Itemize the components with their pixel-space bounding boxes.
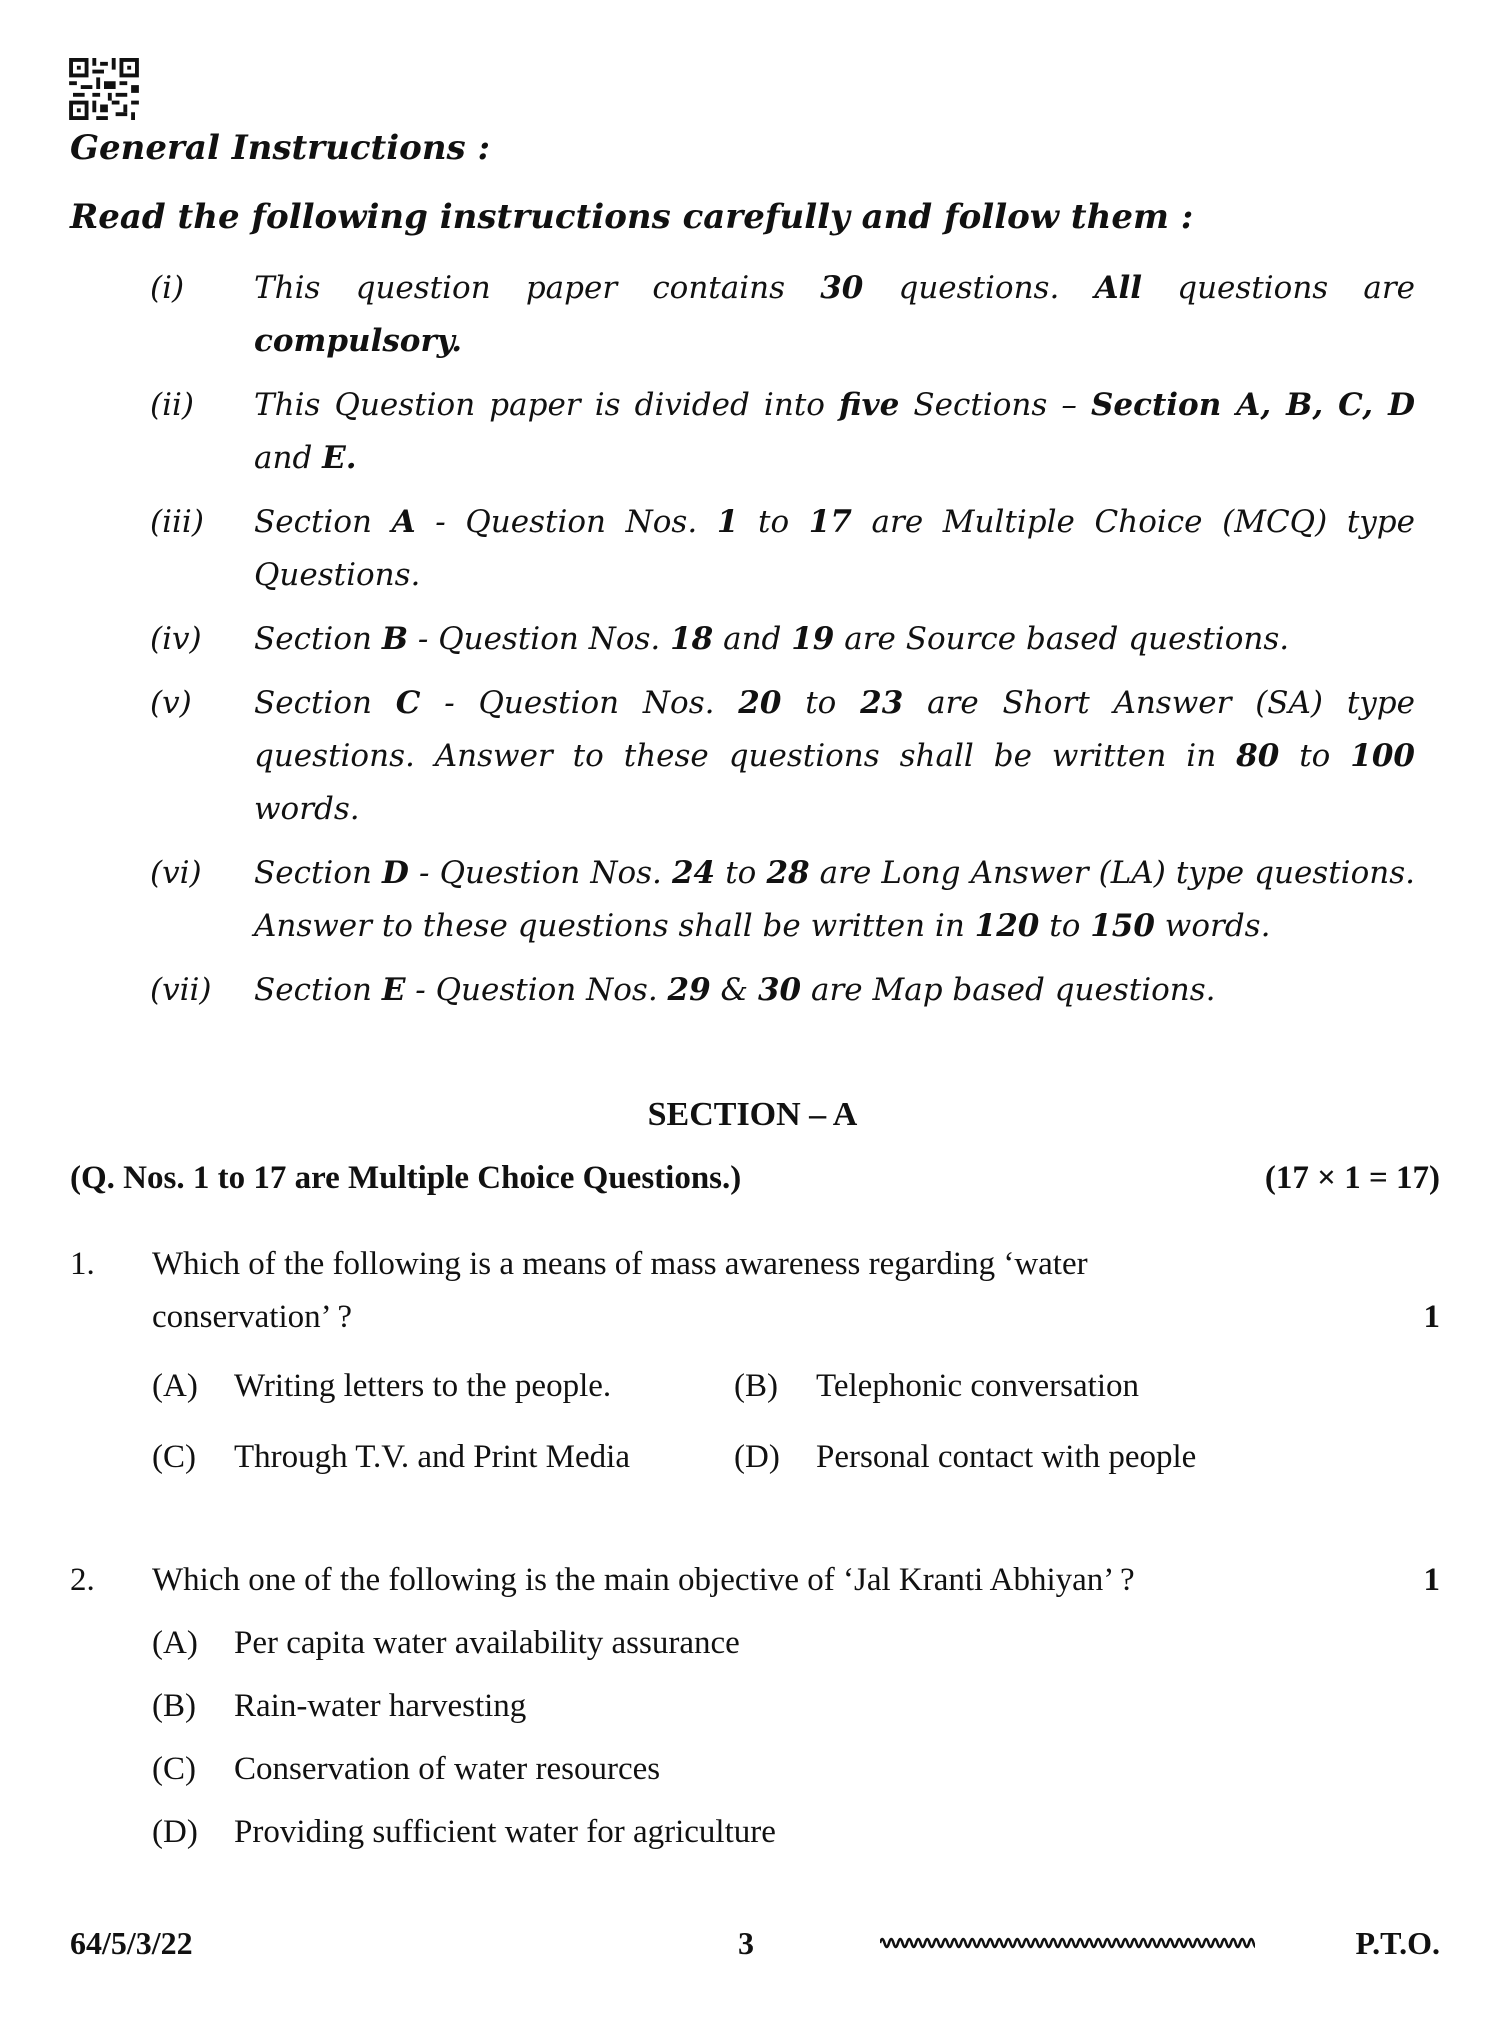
instruction-text-run: are Short Answer (SA) type questions. Answer to these questions shall be written in <box>254 685 1415 774</box>
instruction-text-bold: A <box>391 504 416 540</box>
option-text: Personal contact with people <box>816 1439 1197 1475</box>
instruction-text-bold: B <box>381 621 409 657</box>
page-footer <box>0 1925 1505 1975</box>
option <box>152 1806 1440 1859</box>
instruction-text-bold: 17 <box>808 504 852 540</box>
option <box>152 1743 1440 1796</box>
option-text: Rain-water harvesting <box>234 1688 527 1724</box>
question-number: 2. <box>70 1562 95 1598</box>
option-label: (B) <box>152 1688 196 1724</box>
question-2 <box>70 1554 1440 1869</box>
qr-code-icon <box>68 58 140 120</box>
instruction-text-run: Sections – <box>899 387 1091 423</box>
section-marks: (17 × 1 = 17) <box>1264 1160 1440 1196</box>
question-mark: 1 <box>1423 1562 1440 1598</box>
instruction-item <box>150 613 1415 666</box>
instruction-text-run: words. <box>254 791 360 827</box>
instruction-text-run: - Question Nos. <box>420 685 739 721</box>
instruction-text <box>254 847 1415 953</box>
instruction-text-bold: All <box>1094 270 1143 306</box>
instruction-text-bold: five <box>839 387 900 423</box>
instruction-text <box>254 613 1415 666</box>
page-number: 3 <box>738 1925 754 1961</box>
option-text: Writing letters to the people. <box>234 1368 612 1404</box>
instruction-text-run: are Source based questions. <box>834 621 1290 657</box>
instruction-text-bold: 28 <box>766 855 810 891</box>
instruction-text-bold: D <box>382 855 409 891</box>
instruction-text-bold: Section A, B, C, D <box>1090 387 1416 423</box>
option <box>152 1680 1440 1733</box>
instruction-item <box>150 677 1415 836</box>
instruction-text-run: This question paper contains <box>254 270 821 306</box>
question-text <box>152 1238 1440 1344</box>
instruction-text-bold: 150 <box>1090 908 1155 944</box>
instruction-item <box>150 496 1415 602</box>
instruction-item <box>150 262 1415 368</box>
option-label: (B) <box>734 1368 778 1404</box>
instruction-item <box>150 847 1415 953</box>
instruction-text-run: Section <box>254 685 396 721</box>
instruction-number: (i) <box>150 270 185 306</box>
option-label: (A) <box>152 1625 198 1661</box>
instruction-item <box>150 379 1415 485</box>
option-label: (C) <box>152 1751 196 1787</box>
instruction-text-bold: 24 <box>671 855 716 891</box>
instruction-number: (vii) <box>150 972 212 1008</box>
option <box>152 1617 1440 1670</box>
instruction-text <box>254 964 1415 1017</box>
instruction-text-run: to <box>1279 738 1351 774</box>
instruction-text-bold: 29 <box>667 972 711 1008</box>
options-grid <box>152 1360 1440 1484</box>
instruction-number: (iv) <box>150 621 202 657</box>
instruction-text <box>254 496 1415 602</box>
instruction-text-bold: 30 <box>757 972 802 1008</box>
option-label: (D) <box>734 1439 780 1475</box>
option-text: Per capita water availability assurance <box>234 1625 740 1661</box>
instruction-text-run: Section <box>254 621 382 657</box>
instruction-text-run: are Multiple Choice (MCQ) type Questions. <box>254 504 1415 593</box>
instructions-subheading: Read the following instructions carefully and follow them : <box>70 197 1194 237</box>
instruction-text-run: Section <box>254 855 383 891</box>
instruction-text-bold: 80 <box>1236 738 1280 774</box>
instruction-text-run: - Question Nos. <box>405 972 668 1008</box>
option-label: (A) <box>152 1368 198 1404</box>
question-text: Which one of the following is the main objective of ‘Jal Kranti Abhiyan’ ? <box>152 1562 1135 1598</box>
instruction-number: (iii) <box>150 504 204 540</box>
option-label: (C) <box>152 1439 196 1475</box>
instruction-number: (vi) <box>150 855 202 891</box>
instruction-text-run: are Map based questions. <box>801 972 1216 1008</box>
instruction-text-run: - Question Nos. <box>408 621 671 657</box>
instruction-text-bold: 30 <box>820 270 864 306</box>
instruction-text-bold: 19 <box>791 621 835 657</box>
instruction-text-run: Section <box>254 972 382 1008</box>
option-text: Providing sufficient water for agriculture <box>234 1814 776 1850</box>
option-text: Through T.V. and Print Media <box>234 1439 630 1475</box>
instruction-text-bold: compulsory. <box>254 323 463 359</box>
instruction-text-run: to <box>781 685 861 721</box>
instruction-text-bold: C <box>395 685 421 721</box>
instruction-text-run: - Question Nos. <box>415 504 717 540</box>
instruction-text-bold: E <box>381 972 406 1008</box>
section-title: SECTION – A <box>647 1096 858 1133</box>
question-number: 1. <box>70 1246 95 1282</box>
instruction-text-bold: 120 <box>974 908 1040 944</box>
instruction-text-run: to <box>715 855 767 891</box>
instruction-text-run: & <box>710 972 758 1008</box>
question-mark: 1 <box>1423 1299 1440 1335</box>
option-label: (D) <box>152 1814 198 1850</box>
instructions-list <box>150 262 1415 1028</box>
pto-label: P.T.O. <box>1355 1925 1440 1961</box>
instruction-text-bold: 20 <box>738 685 782 721</box>
instruction-text-run: questions are <box>1142 270 1415 306</box>
instruction-text-run: - Question Nos. <box>408 855 672 891</box>
instruction-text-bold: 1 <box>716 504 739 540</box>
instruction-text-bold: 100 <box>1350 738 1415 774</box>
instruction-text-run: This Question paper is divided into <box>254 387 840 423</box>
instruction-text-run: to <box>738 504 809 540</box>
general-instructions-heading: General Instructions : <box>70 128 491 168</box>
option-text: Telephonic conversation <box>816 1368 1139 1404</box>
instruction-text-bold: 23 <box>860 685 904 721</box>
instruction-number: (ii) <box>150 387 195 423</box>
wavy-line-icon <box>880 1931 1255 1955</box>
paper-code: 64/5/3/22 <box>70 1925 193 1961</box>
instruction-text <box>254 262 1415 368</box>
instruction-text-bold: E. <box>322 440 357 476</box>
question-text-line: Which of the following is a means of mass awareness regarding ‘water <box>152 1246 1088 1282</box>
instruction-text-run: words. <box>1154 908 1271 944</box>
instruction-item <box>150 964 1415 1017</box>
instruction-text-run: and <box>254 440 323 476</box>
instruction-text-run: are Long Answer (LA) type questions. Answer to these questions shall be written in <box>254 855 1415 944</box>
question-text-line: conservation’ ? <box>152 1299 353 1335</box>
instruction-number: (v) <box>150 685 192 721</box>
instruction-text-run: questions. <box>863 270 1095 306</box>
option-text: Conservation of water resources <box>234 1751 661 1787</box>
options-list <box>152 1617 1440 1859</box>
instruction-text <box>254 379 1415 485</box>
instruction-text-run: Section <box>254 504 392 540</box>
instruction-text <box>254 677 1415 836</box>
instruction-text-run: to <box>1039 908 1091 944</box>
instruction-text-run: and <box>713 621 792 657</box>
question-1 <box>70 1238 1440 1484</box>
instruction-text-bold: 18 <box>670 621 714 657</box>
section-note: (Q. Nos. 1 to 17 are Multiple Choice Questions.) <box>70 1160 742 1196</box>
